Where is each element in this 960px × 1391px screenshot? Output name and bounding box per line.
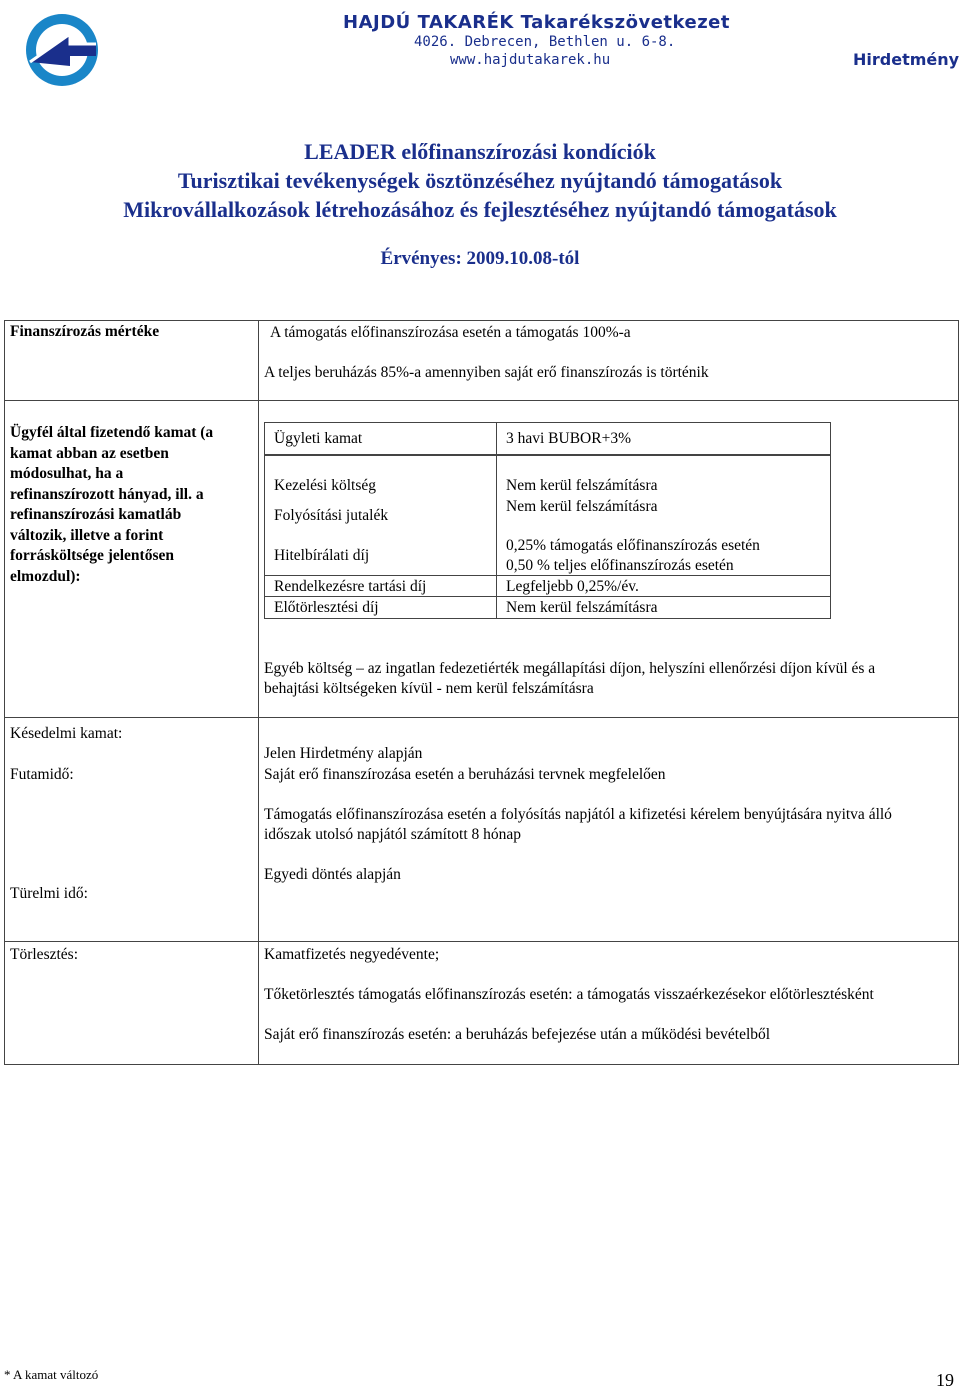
inner-divider xyxy=(264,596,830,597)
interest-label-line: módosulhat, ha a xyxy=(10,465,124,482)
row-divider xyxy=(4,717,958,718)
term-label: Futamidő: xyxy=(10,766,74,783)
org-address: 4026. Debrecen, Bethlen u. 6-8. xyxy=(414,34,676,50)
org-website[interactable]: www.hajdutakarek.hu xyxy=(450,52,611,68)
company-logo xyxy=(22,10,102,90)
page-number: 19 xyxy=(936,1370,954,1390)
grace-label: Türelmi idő: xyxy=(10,885,88,902)
term-value-1: Saját erő finanszírozása esetén a beruházási tervnek megfelelően xyxy=(264,766,666,783)
fee-name: Folyósítási jutalék xyxy=(274,507,389,524)
validity-date: Érvényes: 2009.10.08-tól xyxy=(380,248,580,269)
interest-label-line: Ügyfél által fizetendő kamat (a xyxy=(10,424,214,441)
interest-label xyxy=(10,423,213,587)
inner-divider xyxy=(496,422,497,618)
footer-note: * A kamat változó xyxy=(4,1367,99,1382)
org-name: HAJDÚ TAKARÉK Takarékszövetkezet xyxy=(343,12,730,33)
late-interest-value: Jelen Hirdetmény alapján xyxy=(264,745,423,762)
column-divider xyxy=(258,320,259,1064)
other-cost-line-1: Egyéb költség – az ingatlan fedezetiérték megállapítási díjon, helyszíni ellenőrzési díjon kívül és a xyxy=(264,660,876,677)
fee-value: 0,25% támogatás előfinanszírozás esetén xyxy=(506,537,760,554)
row-divider xyxy=(4,941,958,942)
fee-name: Előtörlesztési díj xyxy=(274,599,379,616)
title-line-3: Mikrovállalkozások létrehozásához és fejlesztéséhez nyújtandó támogatások xyxy=(123,197,837,222)
interest-label-line: refinanszírozási kamatláb xyxy=(10,506,182,523)
financing-line-1: A támogatás előfinanszírozása esetén a támogatás 100%-a xyxy=(270,324,631,341)
fee-name: Hitelbírálati díj xyxy=(274,547,370,564)
interest-label-line: forrásköltsége jelentősen xyxy=(10,547,174,564)
fee-value: Legfeljebb 0,25%/év. xyxy=(506,578,639,595)
document-type: Hirdetmény xyxy=(853,50,960,69)
fee-value: 0,50 % teljes előfinanszírozás esetén xyxy=(506,557,734,574)
interest-label-line: kamat abban az esetben xyxy=(10,444,169,462)
interest-label-line: változik, illetve a forint xyxy=(10,526,164,544)
fee-name: Ügyleti kamat xyxy=(274,430,363,447)
financing-line-2: A teljes beruházás 85%-a amennyiben saját erő finanszírozás is történik xyxy=(264,364,709,381)
inner-divider xyxy=(264,575,830,576)
row-divider xyxy=(4,400,958,401)
grace-value: Egyedi döntés alapján xyxy=(264,866,401,883)
interest-label-line: refinanszírozott hányad, ill. a xyxy=(10,485,204,503)
term-value-2b: időszak utolsó napjától számított 8 hónap xyxy=(264,826,521,843)
repayment-line-1: Kamatfizetés negyedévente; xyxy=(264,946,440,963)
repayment-line-3: Saját erő finanszírozás esetén: a beruházás befejezése után a működési bevételből xyxy=(264,1026,771,1043)
interest-label-line: elmozdul): xyxy=(10,567,81,585)
other-cost-line-2: behajtási költségeken kívül - nem kerül felszámításra xyxy=(264,680,594,697)
financing-label: Finanszírozás mértéke xyxy=(10,323,160,340)
term-value-2a: Támogatás előfinanszírozása esetén a folyósítás napjától a kifizetési kérelem benyújtására nyitva álló xyxy=(264,806,892,823)
repayment-line-2: Tőketörlesztés támogatás előfinanszírozás esetén: a támogatás visszaérkezésekor előtörlesztésként xyxy=(264,986,874,1003)
fee-value: Nem kerül felszámításra xyxy=(506,599,658,616)
repayment-label: Törlesztés: xyxy=(10,946,79,963)
fee-name: Kezelési költség xyxy=(274,477,377,494)
fee-name: Rendelkezésre tartási díj xyxy=(274,578,427,595)
late-interest-label: Késedelmi kamat: xyxy=(10,725,123,742)
title-line-1: LEADER előfinanszírozási kondíciók xyxy=(304,139,656,164)
fee-value: Nem kerül felszámításra xyxy=(506,498,658,515)
title-line-2: Turisztikai tevékenységek ösztönzéséhez nyújtandó támogatások xyxy=(177,168,783,193)
fee-value: Nem kerül felszámításra xyxy=(506,477,658,494)
fee-value: 3 havi BUBOR+3% xyxy=(506,430,631,447)
